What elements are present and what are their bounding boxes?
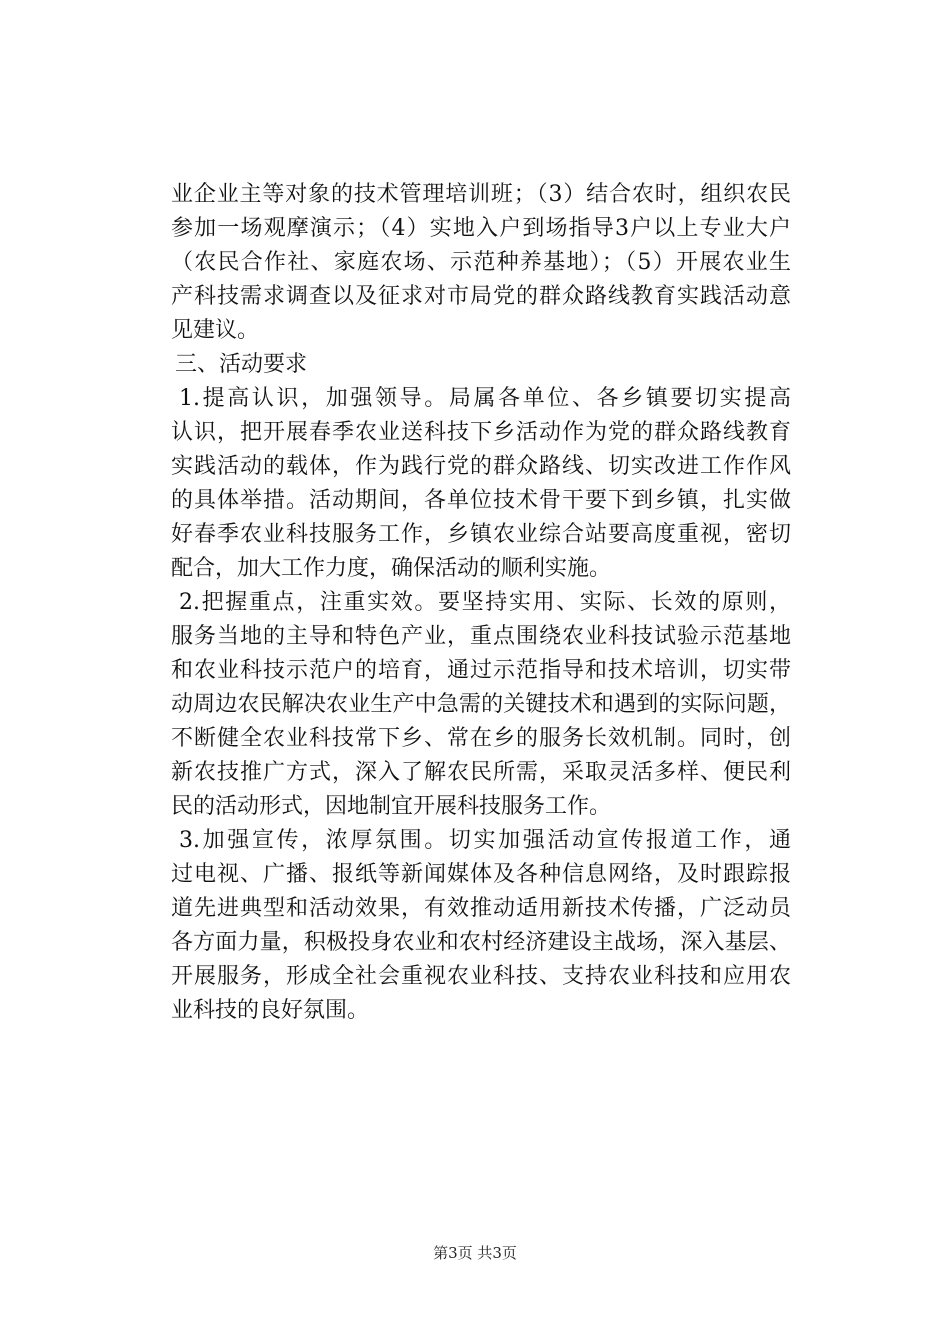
- body-line: 产科技需求调查以及征求对市局党的群众路线教育实践活动意: [171, 284, 791, 309]
- body-line: 民的活动形式，因地制宜开展科技服务工作。: [171, 794, 612, 819]
- body-line: 和农业科技示范户的培育，通过示范指导和技术培训，切实带: [171, 658, 791, 683]
- body-line: 道先进典型和活动效果，有效推动适用新技术传播，广泛动员: [171, 896, 791, 921]
- page-footer: 第3页 共3页: [433, 1244, 517, 1262]
- body-line: 过电视、广播、报纸等新闻媒体及各种信息网络，及时跟踪报: [171, 862, 791, 887]
- body-line: 动周边农民解决农业生产中急需的关键技术和遇到的实际问题，: [171, 692, 791, 717]
- body-line: （农民合作社、家庭农场、示范种养基地）；（5）开展农业生: [171, 250, 791, 275]
- document-body: [171, 178, 791, 1028]
- body-line: 各方面力量，积极投身农业和农村经济建设主战场，深入基层、: [171, 930, 791, 955]
- body-line: 认识，把开展春季农业送科技下乡活动作为党的群众路线教育: [171, 420, 791, 445]
- body-line: 服务当地的主导和特色产业，重点围绕农业科技试验示范基地: [171, 624, 791, 649]
- body-line: 业企业主等对象的技术管理培训班；（3）结合农时，组织农民: [171, 182, 791, 207]
- body-line: 业科技的良好氛围。: [171, 998, 370, 1023]
- body-line: 的具体举措。活动期间，各单位技术骨干要下到乡镇，扎实做: [171, 488, 791, 513]
- paragraph-start: 1.提高认识，加强领导。局属各单位、各乡镇要切实提高: [179, 386, 791, 411]
- section-heading: 三、活动要求: [175, 352, 308, 377]
- body-line: 不断健全农业科技常下乡、常在乡的服务长效机制。同时，创: [171, 726, 791, 751]
- body-line: 实践活动的载体，作为践行党的群众路线、切实改进工作作风: [171, 454, 791, 479]
- body-line: 配合，加大工作力度，确保活动的顺利实施。: [171, 556, 612, 581]
- body-line: 开展服务，形成全社会重视农业科技、支持农业科技和应用农: [171, 964, 791, 989]
- body-line: 好春季农业科技服务工作，乡镇农业综合站要高度重视，密切: [171, 522, 791, 547]
- body-line: 见建议。: [171, 318, 260, 343]
- body-line: 新农技推广方式，深入了解农民所需，采取灵活多样、便民利: [171, 760, 791, 785]
- paragraph-start: 3.加强宣传，浓厚氛围。切实加强活动宣传报道工作，通: [179, 828, 791, 853]
- paragraph-start: 2.把握重点，注重实效。要坚持实用、实际、长效的原则，: [179, 590, 791, 615]
- body-line: 参加一场观摩演示；（4）实地入户到场指导3户以上专业大户: [171, 216, 791, 241]
